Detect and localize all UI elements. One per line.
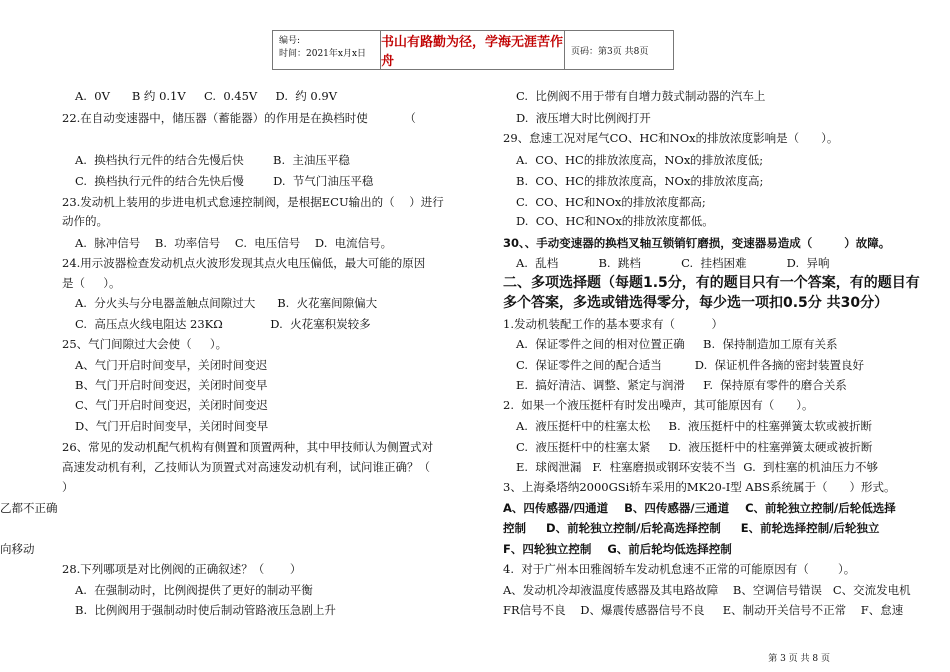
question-line: 23.发动机上装用的步进电机式怠速控制阀，是根据ECU输出的（ ）进行 — [62, 195, 444, 209]
question-line: C、气门开启时间变迟，关闭时间变迟 — [75, 398, 268, 412]
question-line: B、气门开启时间变迟，关闭时间变早 — [75, 378, 268, 392]
question-line: A. 乱档 B. 跳档 C. 挂档困难 D. 异响 — [516, 256, 830, 270]
question-line: A. 分火头与分电器盖触点间隙过大 B. 火花塞间隙偏大 — [75, 296, 378, 310]
question-line: 控制 D、前轮独立控制/后轮高选择控制 E、前轮选择控制/后轮独立 — [503, 521, 880, 535]
question-line: A. 换档执行元件的结合先慢后快 B. 主油压平稳 — [75, 153, 350, 167]
question-line: ） — [62, 480, 74, 494]
question-line: A. 液压挺杆中的柱塞太松 B. 液压挺杆中的柱塞弹簧太软或被折断 — [516, 419, 872, 433]
question-line: A. 在强制动时，比例阀提供了更好的制动平衡 — [75, 583, 313, 597]
page-header — [272, 30, 674, 70]
question-line: F、四轮独立控制 G、前后轮均低选择控制 — [503, 542, 732, 556]
question-line: 28.下列哪项是对比例阀的正确叙述？（ ） — [62, 562, 302, 576]
question-line: 3、上海桑塔纳2000GSi轿车采用的MK20-Ⅰ型 ABS系统属于（ ）形式。 — [503, 480, 896, 494]
cut-off-line: 乙都不正确 — [0, 501, 58, 515]
question-line: B. 比例阀用于强制动时使后制动管路液压急剧上升 — [75, 603, 336, 617]
question-line: A、发动机冷却液温度传感器及其电路故障 B、空调信号错误 C、交流发电机 — [503, 583, 911, 597]
page-footer: 第 3 页 共 8 页 — [768, 654, 830, 664]
question-line: D、气门开启时间变早，关闭时间变早 — [75, 419, 269, 433]
question-line: 是（ ）。 — [62, 276, 121, 290]
question-line: 24.用示波器检查发动机点火波形发现其点火电压偏低，最大可能的原因 — [62, 256, 426, 270]
question-line: FR信号不良 D、爆震传感器信号不良 E、制动开关信号不正常 F、怠速 — [503, 603, 904, 617]
question-line: D. 液压增大时比例阀打开 — [516, 111, 651, 125]
question-line: 高速发动机有利，乙技师认为顶置式对高速发动机有利，试问谁正确？（ — [62, 460, 430, 474]
section-heading: 二、多项选择题（每题1.5分，有的题目只有一个答案，有的题目有 — [503, 275, 920, 291]
question-line: E. 球阀泄漏 F. 柱塞磨损或钢环安装不当 G. 到柱塞的机油压力不够 — [516, 460, 879, 474]
header-meta — [273, 31, 381, 69]
question-line: C. 比例阀不用于带有自增力鼓式制动器的汽车上 — [516, 89, 766, 103]
question-line: D. CO、HC和NOx的排放浓度都低。 — [516, 214, 714, 228]
question-line: 2. 如果一个液压挺杆有时发出噪声，其可能原因有（ ）。 — [503, 398, 814, 412]
question-line: E. 搞好清洁、调整、紧定与润滑 F. 保持原有零件的磨合关系 — [516, 378, 847, 392]
question-line: C. 高压点火线电阻达 23KΩ D. 火花塞积炭较多 — [75, 317, 371, 331]
question-line: C. CO、HC和NOx的排放浓度都高; — [516, 195, 706, 209]
question-line: B. CO、HC的排放浓度高，NOx的排放浓度高; — [516, 174, 764, 188]
question-line: A. 0V B 约 0.1V C. 0.45V D. 约 0.9V — [75, 89, 338, 103]
question-line: 动作的。 — [62, 214, 108, 228]
question-line: A、四传感器/四通道 B、四传感器/三通道 C、前轮独立控制/后轮低选择 — [503, 501, 896, 515]
question-line: 26、常见的发动机配气机构有侧置和顶置两种，其中甲技师认为侧置式对 — [62, 440, 434, 454]
question-line: 29、怠速工况对尾气CO、HC和NOx的排放浓度影响是（ ）。 — [503, 131, 839, 145]
question-line: A. 脉冲信号 B. 功率信号 C. 电压信号 D. 电流信号。 — [75, 236, 393, 250]
question-line: 25、气门间隙过大会使（ ）。 — [62, 337, 228, 351]
section-heading: 多个答案，多选或错选得零分，每少选一项扣0.5分 共30分） — [503, 295, 889, 311]
question-line: A、气门开启时间变早，关闭时间变迟 — [75, 358, 268, 372]
number-label: 编号: — [279, 36, 301, 46]
header-page-info: 页码：第3页 共8页 — [571, 46, 649, 57]
question-line: 4. 对于广州本田雅阁轿车发动机怠速不正常的可能原因有（ ）。 — [503, 562, 856, 576]
question-line: C. 换档执行元件的结合先快后慢 D. 节气门油压平稳 — [75, 174, 374, 188]
header-motto: 书山有路勤为径，学海无涯苦作舟 — [381, 31, 565, 69]
question-line: 30、、手动变速器的换档叉轴互锁销钉磨损，变速器易造成（ ）故障。 — [503, 236, 891, 250]
question-line: C. 液压挺杆中的柱塞太紧 D. 液压挺杆中的柱塞弹簧太硬或被折断 — [516, 440, 873, 454]
question-line: A. 保证零件之间的相对位置正确 B. 保持制造加工原有关系 — [516, 337, 838, 351]
question-line: 1.发动机装配工作的基本要求有（ ） — [503, 317, 724, 331]
question-line: 22.在自动变速器中，储压器（蓄能器）的作用是在换档时使 （ — [62, 111, 416, 125]
cut-off-line: 向移动 — [0, 542, 35, 556]
question-line: A. CO、HC的排放浓度高，NOx的排放浓度低; — [516, 153, 764, 167]
question-line: C. 保证零件之间的配合适当 D. 保证机件各摘的密封装置良好 — [516, 358, 865, 372]
time-label: 时间：2021年x月x日 — [279, 49, 367, 59]
